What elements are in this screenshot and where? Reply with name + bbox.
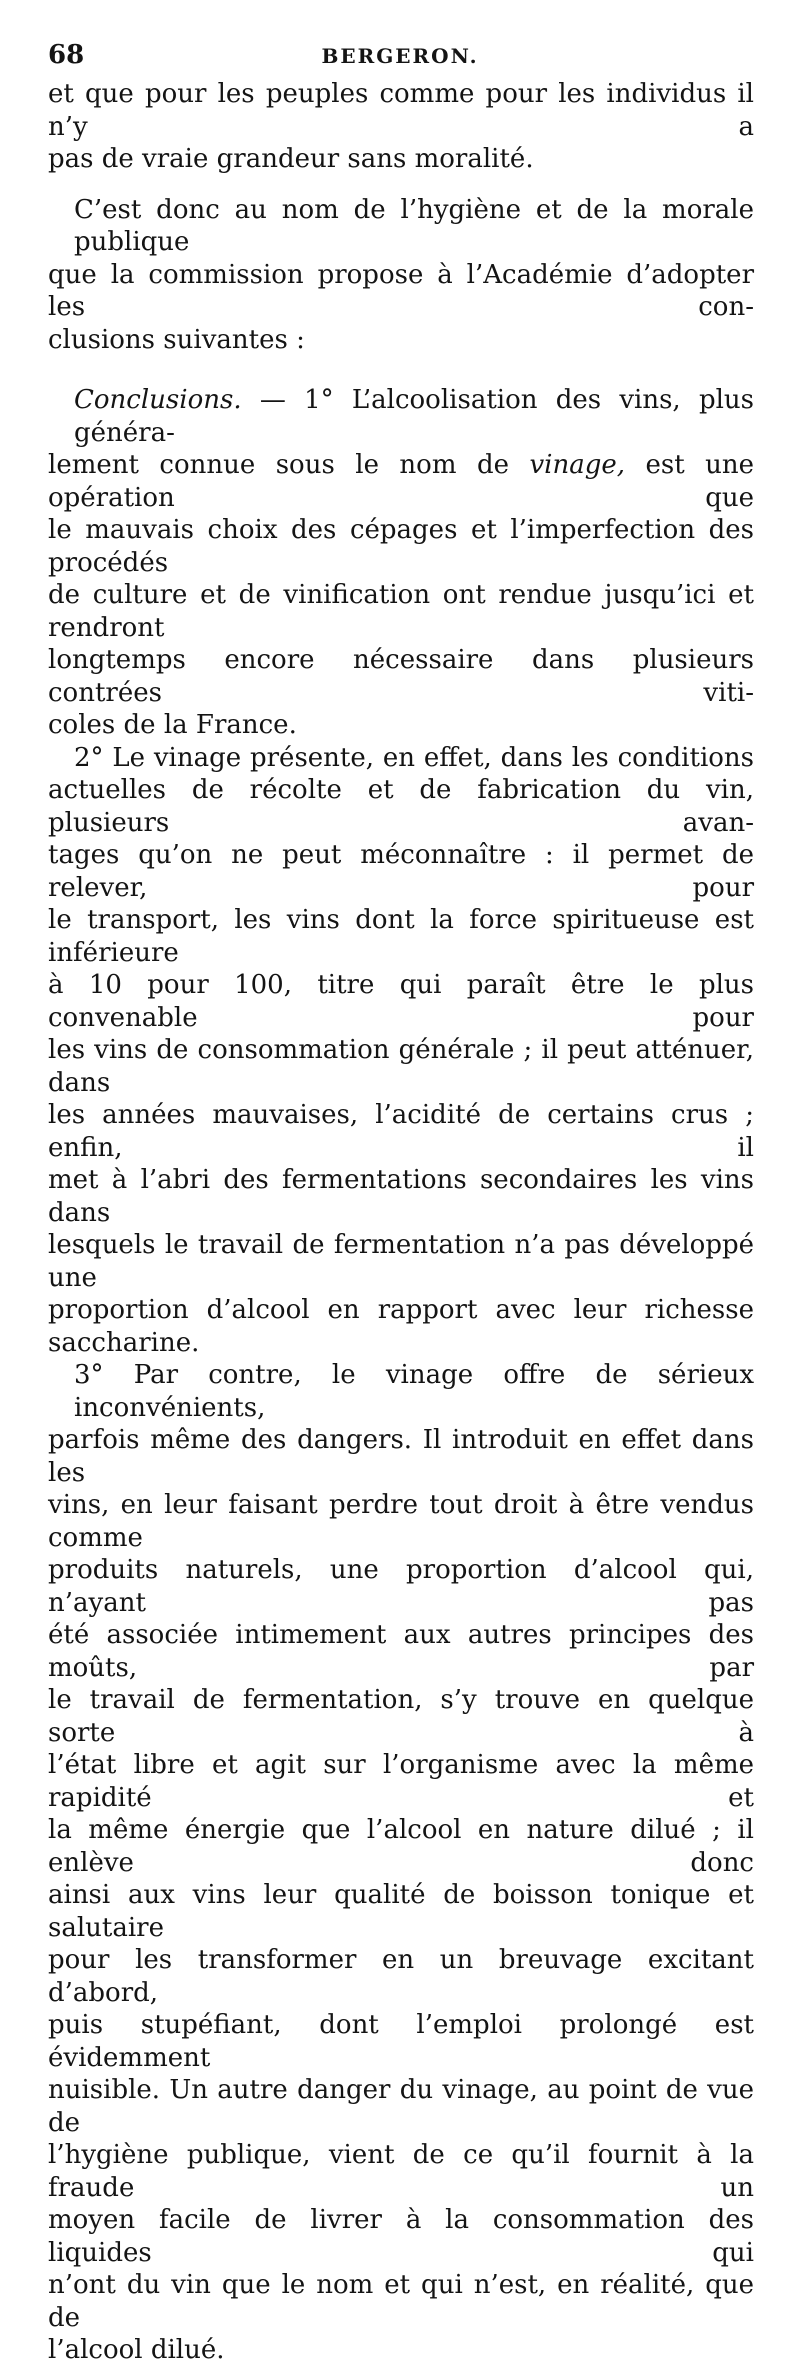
- text-line: été associée intimement aux autres principes des moûts, par: [48, 1620, 754, 1683]
- text-line: 3° Par contre, le vinage offre de sérieux inconvénients,: [74, 1360, 754, 1423]
- text-line: moyen facile de livrer à la consommation des liquides qui: [48, 2205, 754, 2268]
- text-line: les années mauvaises, l’acidité de certains crus ; enfin, il: [48, 1100, 754, 1163]
- text-line: le mauvais choix des cépages et l’imperfection des procédés: [48, 515, 754, 578]
- paragraph: [48, 78, 754, 176]
- text-line: ainsi aux vins leur qualité de boisson tonique et salutaire: [48, 1880, 754, 1943]
- text-line: C’est donc au nom de l’hygiène et de la morale publique: [74, 194, 754, 257]
- conclusions-label: Conclusions.: [74, 385, 242, 415]
- text-line: met à l’abri des fermentations secondaires les vins dans: [48, 1165, 754, 1228]
- text-line: lement connue sous le nom de vinage, est une opération que: [48, 450, 754, 513]
- text-line: pour les transformer en un breuvage excitant d’abord,: [48, 1945, 754, 2008]
- running-head: BERGERON.: [321, 44, 479, 68]
- text-line: n’ont du vin que le nom et qui n’est, en réalité, que de: [48, 2270, 754, 2333]
- text-line: produits naturels, une proportion d’alcool qui, n’ayant pas: [48, 1555, 754, 1618]
- text-line: de culture et de vinification ont rendue jusqu’ici et rendront: [48, 580, 754, 643]
- body-text: [48, 78, 754, 2367]
- text-line: le transport, les vins dont la force spiritueuse est inférieure: [48, 905, 754, 968]
- text-line: la même énergie que l’alcool en nature dilué ; il enlève donc: [48, 1815, 754, 1878]
- paragraph: [48, 384, 754, 742]
- text-line: puis stupéfiant, dont l’emploi prolongé est évidemment: [48, 2010, 754, 2073]
- text-line: l’hygiène publique, vient de ce qu’il fournit à la fraude un: [48, 2140, 754, 2203]
- text-line: l’état libre et agit sur l’organisme avec la même rapidité et: [48, 1750, 754, 1813]
- page-header: [48, 40, 752, 80]
- text-line: clusions suivantes :: [48, 324, 305, 355]
- text-line: pas de vraie grandeur sans moralité.: [48, 144, 534, 174]
- text-line: vins, en leur faisant perdre tout droit à être vendus comme: [48, 1490, 754, 1553]
- paragraph: [48, 742, 754, 1360]
- text-line: et que pour les peuples comme pour les individus il n’y a: [48, 79, 754, 142]
- text-line: à 10 pour 100, titre qui paraît être le plus convenable pour: [48, 970, 754, 1033]
- text-line: 2° Le vinage présente, en effet, dans les conditions: [74, 742, 754, 773]
- text-line: parfois même des dangers. Il introduit en effet dans les: [48, 1425, 754, 1488]
- text-line: que la commission propose à l’Académie d’adopter les con-: [48, 259, 754, 322]
- text-line: tages qu’on ne peut méconnaître : il permet de relever, pour: [48, 840, 754, 903]
- paragraph: [48, 194, 754, 357]
- text-line: l’alcool dilué.: [48, 2335, 225, 2365]
- text-line: proportion d’alcool en rapport avec leur richesse saccharine.: [48, 1295, 754, 1358]
- text-line: le travail de fermentation, s’y trouve en quelque sorte à: [48, 1685, 754, 1748]
- text-line: nuisible. Un autre danger du vinage, au point de vue de: [48, 2075, 754, 2138]
- text-line: coles de la France.: [48, 710, 297, 740]
- text-line: les vins de consommation générale ; il peut atténuer, dans: [48, 1035, 754, 1098]
- vinage-term: vinage,: [529, 450, 625, 480]
- text-line: longtemps encore nécessaire dans plusieurs contrées viti-: [48, 645, 754, 708]
- text-line: actuelles de récolte et de fabrication du vin, plusieurs avan-: [48, 775, 754, 838]
- text-line: Conclusions. — 1° L’alcoolisation des vins, plus généra-: [74, 385, 754, 448]
- paragraph: [48, 1359, 754, 2367]
- page-number: 68: [48, 40, 85, 70]
- text-line: lesquels le travail de fermentation n’a pas développé une: [48, 1230, 754, 1293]
